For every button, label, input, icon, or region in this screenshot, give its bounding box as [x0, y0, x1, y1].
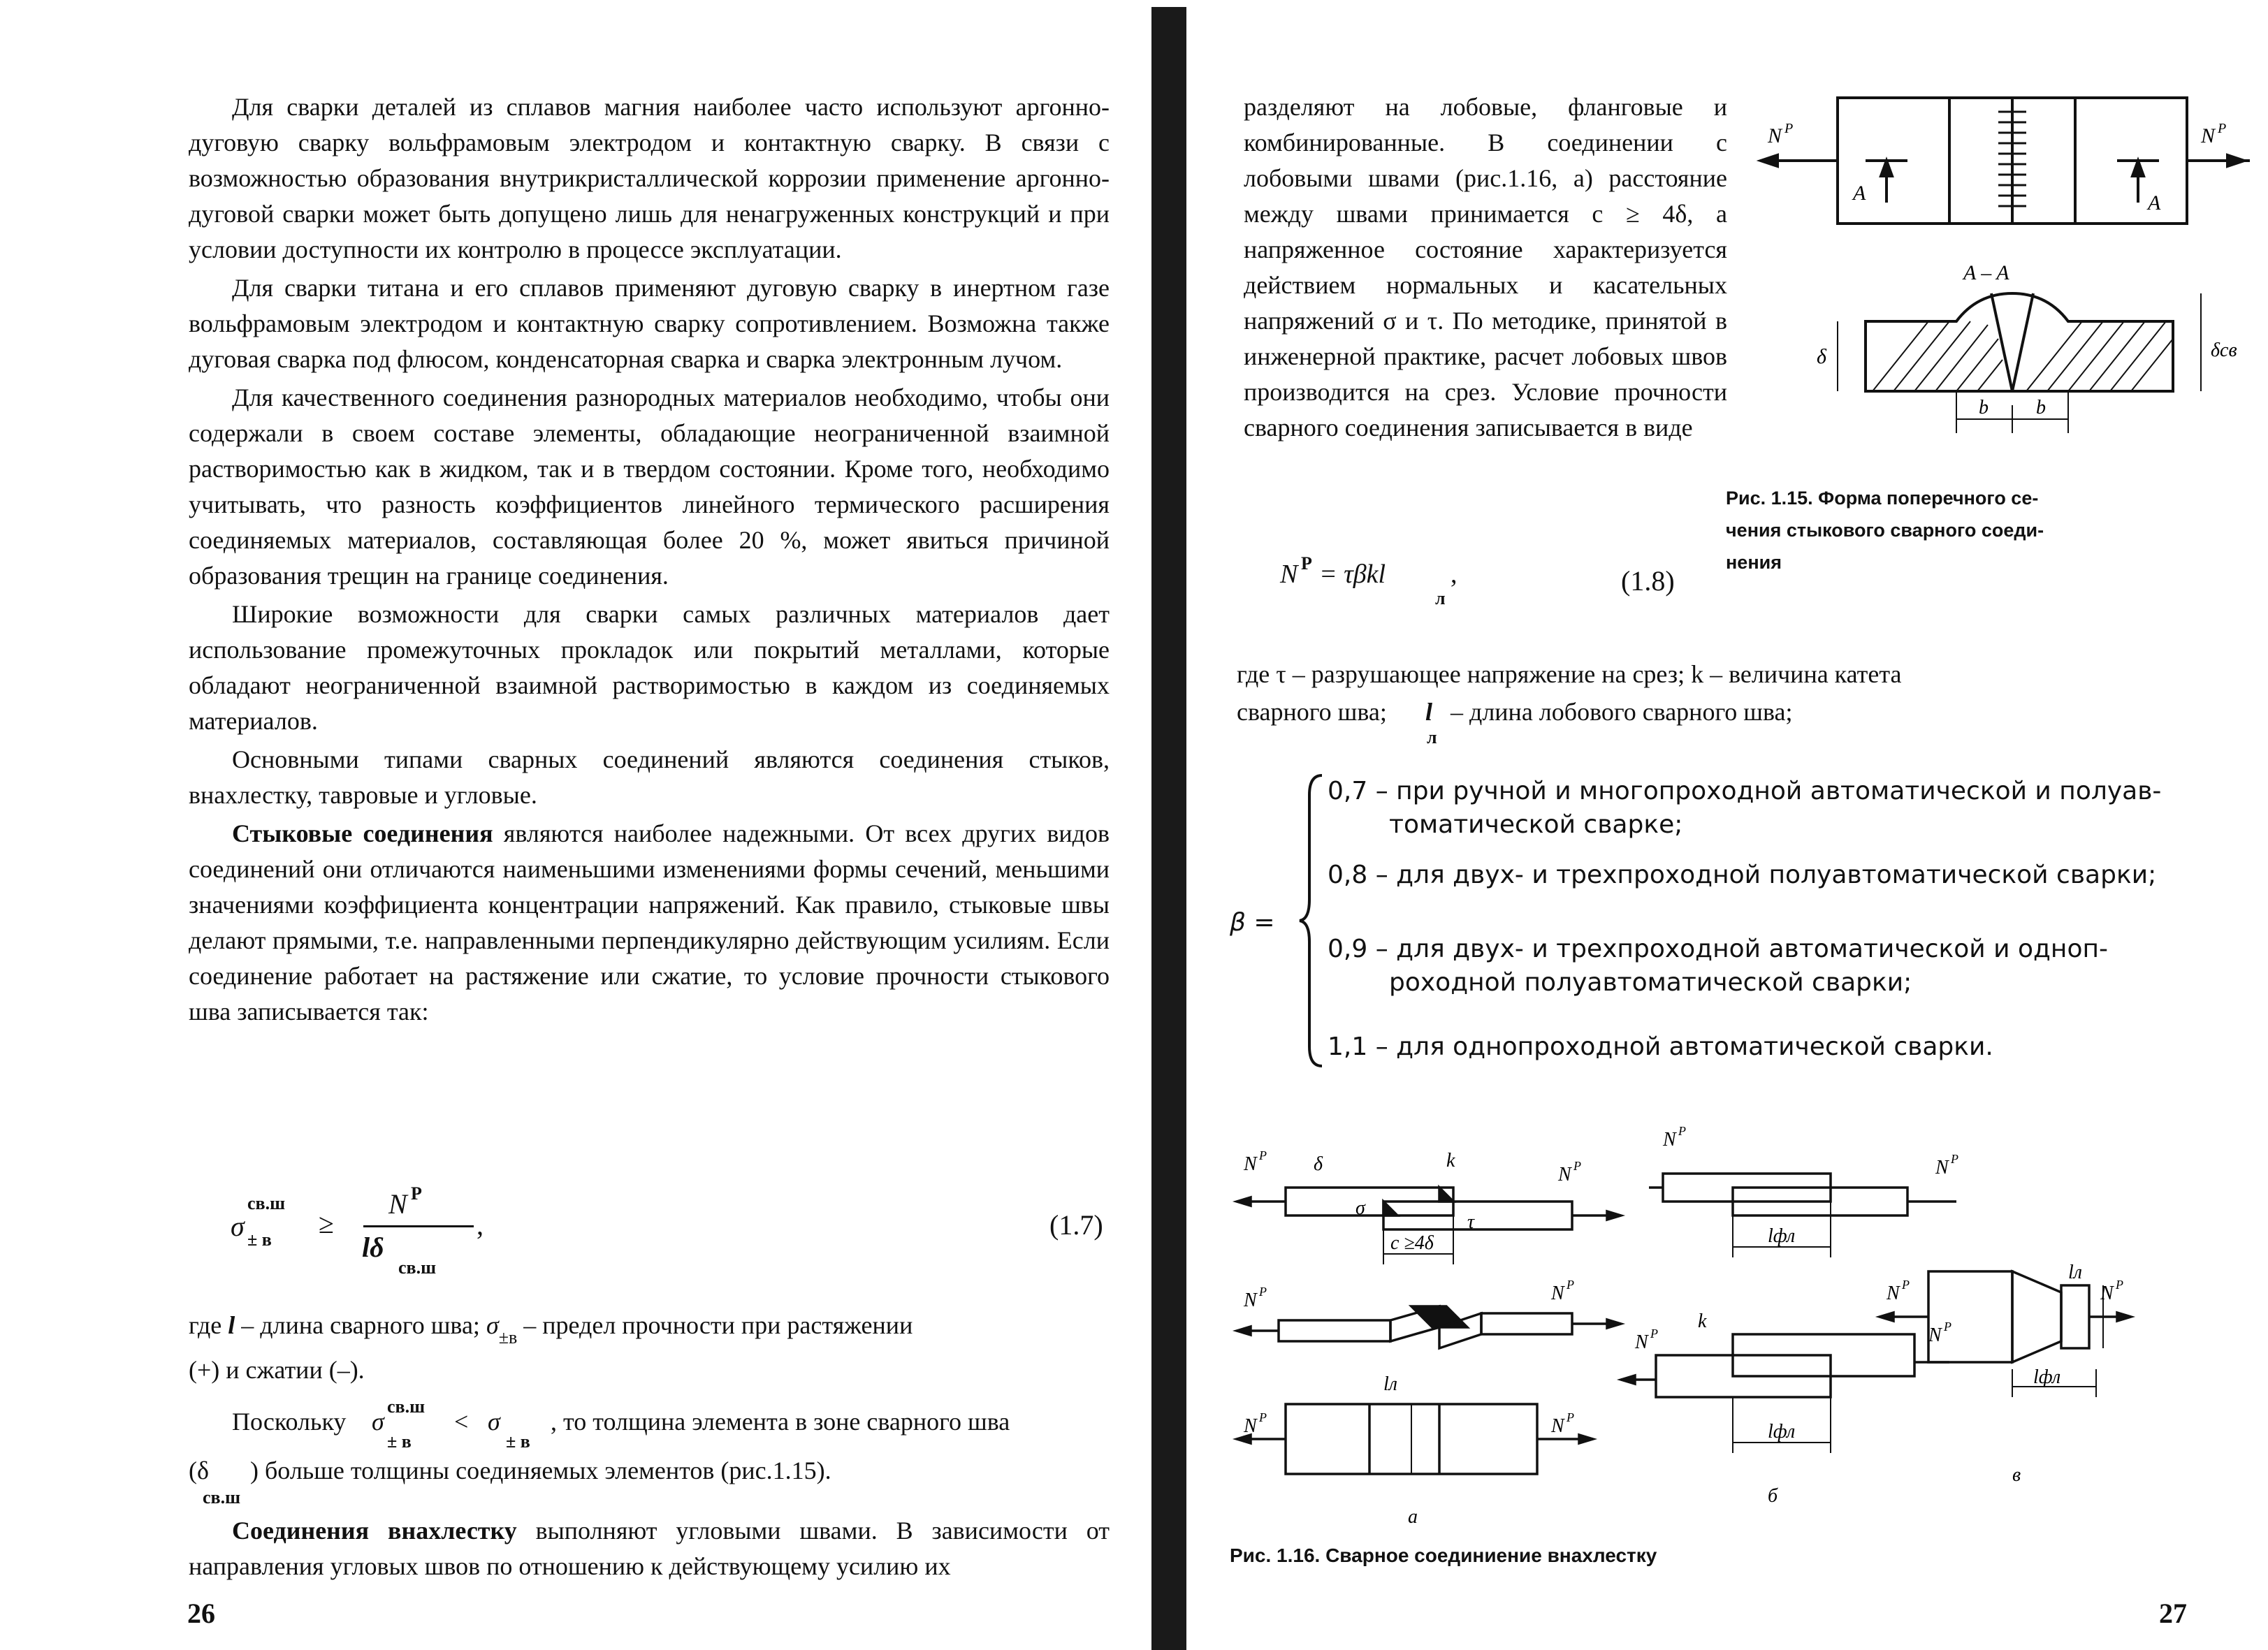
where-sigma-desc: – предел прочности при растяжении: [523, 1311, 913, 1339]
beta-value: 1,1: [1328, 1032, 1368, 1061]
formula-numerator: N: [388, 1188, 407, 1220]
fig16-np-sup: Р: [1259, 1148, 1267, 1162]
fig15-section-label: A – A: [1963, 261, 2009, 284]
where-word: где: [189, 1311, 222, 1339]
where18-b: – длина лобового сварного шва;: [1451, 698, 1793, 726]
fig16v-ll: lл: [2068, 1262, 2082, 1283]
equation-number-1-7: (1.7): [1049, 1209, 1103, 1241]
beta-definition: [1230, 774, 2243, 1074]
formula18-rhs: = τβkl: [1319, 560, 1386, 589]
formula-sub: ± в: [247, 1229, 272, 1250]
fig16b-lfl2: lфл: [1768, 1421, 1796, 1443]
beta-text: – при ручной и многопроходной автоматической и полуав-: [1375, 777, 2162, 805]
fig16v-plate2: [2061, 1285, 2089, 1348]
fig16-np5-sup: Р: [1566, 1410, 1574, 1424]
since-lt: <: [454, 1408, 469, 1436]
where18-a: сварного шва;: [1237, 698, 1387, 726]
fig16-np5: N: [1551, 1415, 1564, 1437]
beta-value: 0,9: [1328, 935, 1368, 963]
since-line: [232, 1396, 1112, 1452]
fig15-caption: [1726, 482, 2243, 578]
fig15-b-left: b: [1979, 397, 1989, 418]
right-page: [1188, 0, 2268, 1650]
paragraph-butt-joints: [189, 816, 1110, 1030]
fig16b-np-sup: Р: [1678, 1124, 1686, 1138]
delta-rest: ) больше толщины соединяемых элементов (рис.1.15).: [250, 1456, 831, 1484]
delta-open: (δ: [189, 1456, 209, 1484]
fig16v-plate1: [1928, 1271, 2012, 1362]
formula18-tail: ,: [1451, 560, 1458, 589]
fig15-a-left: A: [1853, 182, 1866, 205]
symbol-l: l: [228, 1311, 235, 1339]
formula-1-8: [1280, 553, 1490, 622]
formula-sign: ≥: [319, 1208, 334, 1239]
lap-paragraph: [189, 1513, 1110, 1584]
lap-text: выполняют угловыми швами. В зависимости от направления угловых швов по отношению к действующему усилию их: [189, 1517, 1110, 1580]
formula-sup: св.ш: [247, 1193, 286, 1213]
fig16v-gusset: [2012, 1271, 2061, 1362]
where18-l-sub: л: [1427, 727, 1437, 747]
fig16-np2: N: [1244, 1290, 1257, 1311]
beta-text: – для однопроходной автоматической сварки.: [1375, 1032, 1993, 1061]
beta-item: [1328, 858, 2156, 893]
fig16-sigma: σ: [1355, 1197, 1365, 1219]
symbol-sigma: σ: [486, 1311, 499, 1339]
beta-item: [1328, 774, 2161, 809]
figure-1-16: [1230, 1104, 2138, 1537]
fig16-np3-sup: Р: [1566, 1278, 1574, 1292]
fraction-bar: [363, 1225, 474, 1227]
formula18-lhs-sup: Р: [1301, 553, 1312, 574]
paragraph: Широкие возможности для сварки самых различных материалов дает использование промежуточных прокладок или покрытий металлами, которые обладают неограниченной взаимной растворимостью в каждом из соединяемых материалов.: [189, 600, 1110, 735]
beta-value: 0,7: [1328, 777, 1368, 805]
fig15-np-left: N: [1768, 124, 1782, 147]
fig16v-np-sup: Р: [1902, 1278, 1910, 1292]
beta-label: β =: [1230, 908, 1275, 937]
fig16-np4-sup: Р: [1259, 1410, 1267, 1424]
equation-number-1-8: (1.8): [1621, 565, 1675, 597]
fig15-b-right: b: [2036, 397, 2046, 418]
fig16-delta: δ: [1314, 1153, 1323, 1175]
since-sigma: σ: [372, 1408, 384, 1436]
fig15-caption-line3: нения: [1726, 552, 1782, 573]
fig15-np-right-sup: Р: [2218, 121, 2227, 136]
formula-sigma: σ: [231, 1211, 245, 1242]
since-sub2: ± в: [506, 1431, 530, 1452]
fig16-np: N: [1244, 1153, 1257, 1175]
beta-item: [1328, 1030, 1993, 1065]
brace-icon: [1297, 774, 1325, 1067]
fig16-sub-a: а: [1408, 1506, 1418, 1528]
page-number-right: 27: [2159, 1598, 2187, 1629]
formula-tail: ,: [477, 1209, 484, 1241]
butt-text: являются наиболее надежными. От всех других видов соединений они отличаются наименьшими изменениями формы сечений, меньшими значениями коэффициента концентрации напряжений. Как правило, стыковые швы делают прямыми, т.е. направленными перпендикулярно действующим усилиям. Если соединение работает на растяжение или сжатие, то условие прочности стыкового шва записывается так:: [189, 819, 1110, 1025]
since-sup: св.ш: [387, 1396, 426, 1417]
fig16-np-r-sup: Р: [1573, 1159, 1581, 1173]
paragraph: Для качественного соединения разнородных материалов необходимо, чтобы они содержали в своем составе элементы, обладающие неограниченной взаимной растворимостью как в жидком, так и в твердом состоянии. Кроме того, необходимо учитывать, что разность коэффициентов линейного термического расширения соединяемых материалов, составляющая более 20 %, может явиться причиной образования трещин на границе соединения.: [189, 384, 1110, 590]
right-column-text: разделяют на лобовые, фланговые и комбинированные. В соединении с лобовыми швами (рис.1.16, а) расстояние между швами принимается c ≥ 4δ, а напряженное состояние характеризуется действием нормальных и касательных напряжений σ и τ. По методике, принятой в инженерной практике, расчет лобовых швов производится на срез. Условие прочности сварного соединения записывается в виде: [1244, 93, 1727, 441]
formula-1-7: [231, 1183, 510, 1278]
fig15-delta-sv: δсв: [2211, 340, 2237, 361]
fig16-np-r: N: [1558, 1164, 1571, 1185]
fig16v-np: N: [1887, 1283, 1900, 1304]
fig16-c: c ≥4δ: [1390, 1232, 1434, 1254]
symbol-sigma-sub: ±в: [498, 1327, 518, 1348]
since-word: Поскольку: [232, 1408, 347, 1436]
fig15-delta: δ: [1817, 345, 1826, 368]
beta-item-cont: томатической сварке;: [1389, 810, 1683, 839]
beta-item: [1328, 932, 2108, 967]
paragraph: Для сварки титана и его сплавов применяют дуговую сварку в инертном газе вольфрамовым электродом и контактную сварку сопротивлением. Возможна также дуговая сварка под флюсом, конденсаторная сварка и сварка электронным лучом.: [189, 274, 1110, 373]
fig16-k: k: [1446, 1150, 1455, 1171]
fig16-np3: N: [1551, 1283, 1564, 1304]
fig16b-lfl: lфл: [1768, 1225, 1796, 1247]
paragraph: Для сварки деталей из сплавов магния наиболее часто используют аргонно-дуговую сварку вольфрамовым электродом и контактную сварку. В связи с возможностью образования внутрикристаллической коррозии применение аргонно-дуговой сварки может быть допущено лишь для ненагруженных конструкций и при условии доступности их контролю в процессе эксплуатации.: [189, 93, 1110, 263]
where-1-7-line2: (+) и сжатии (–).: [189, 1356, 365, 1384]
paragraph: Основными типами сварных соединений являются соединения стыков, внахлестку, тавровые и угловые.: [189, 745, 1110, 809]
fig16a-plate4: [1481, 1313, 1572, 1334]
since-sigma2: σ: [488, 1408, 500, 1436]
butt-heading: Стыковые соединения: [232, 819, 493, 847]
formula-denominator-sub: св.ш: [398, 1257, 437, 1278]
where-l-desc: – длина сварного шва;: [241, 1311, 480, 1339]
fig16b-k: k: [1698, 1310, 1707, 1332]
beta-item-cont: роходной полуавтоматической сварки;: [1389, 968, 1912, 997]
beta-value: 0,8: [1328, 861, 1368, 889]
lap-heading: Соединения внахлестку: [232, 1517, 517, 1545]
fig16v-np-r: N: [2100, 1283, 2114, 1304]
beta-text: – для двух- и трехпроходной автоматической и одноп-: [1375, 935, 2108, 963]
formula18-lhs: N: [1280, 560, 1298, 589]
fig16b-np-r: N: [1935, 1157, 1949, 1178]
since-sub: ± в: [387, 1431, 412, 1452]
fig15-caption-line2: чения стыкового сварного соеди-: [1726, 520, 2044, 541]
fig15-caption-line1: Рис. 1.15. Форма поперечного се-: [1726, 488, 2039, 509]
fig15-a-right: A: [2148, 191, 2161, 214]
delta-sub: св.ш: [203, 1487, 241, 1507]
formula-numerator-sup: Р: [411, 1183, 422, 1204]
fig16-caption: Рис. 1.16. Сварное соединиение внахлестку: [1230, 1545, 1657, 1566]
page-number-left: 26: [187, 1598, 215, 1629]
figure-1-15: [1747, 84, 2250, 475]
formula18-rhs-sub: л: [1435, 588, 1446, 608]
beta-text: – для двух- и трехпроходной полуавтоматической сварки;: [1375, 861, 2157, 889]
fig15-np-left-sup: Р: [1784, 121, 1794, 136]
fig16-ll: lл: [1383, 1373, 1397, 1395]
delta-line: [189, 1453, 1097, 1507]
where18-l: l: [1425, 698, 1433, 726]
fig16v-lfl: lфл: [2033, 1366, 2061, 1388]
fig16-tau: τ: [1467, 1211, 1475, 1233]
fig16b-np3: N: [1928, 1324, 1942, 1346]
formula-denominator: lδ: [362, 1232, 384, 1263]
fig16a-plate3: [1279, 1320, 1390, 1341]
fig15-np-right: N: [2201, 124, 2216, 147]
fig16b-np: N: [1663, 1129, 1676, 1151]
book-spine: [1151, 7, 1186, 1650]
left-body-text: [189, 89, 1110, 1032]
where-1-7-line1: [189, 1308, 1110, 1348]
where-1-8-line2: [1237, 694, 2229, 747]
fig16b-np2: N: [1635, 1331, 1648, 1353]
since-rest: , то толщина элемента в зоне сварного шва: [551, 1408, 1010, 1436]
where-1-8-line1: где τ – разрушающее напряжение на срез; k – величина катета: [1237, 660, 1902, 688]
fig16b-np3-sup: Р: [1944, 1320, 1951, 1334]
fig16-np2-sup: Р: [1259, 1285, 1267, 1299]
fig16-np4: N: [1244, 1415, 1257, 1437]
fig16b-np2-sup: Р: [1650, 1327, 1658, 1341]
fig16-sub-b: б: [1768, 1485, 1778, 1507]
fig16-sub-v: в: [2012, 1464, 2021, 1486]
fig16b-np-r-sup: Р: [1951, 1152, 1958, 1166]
fig16v-np-r-sup: Р: [2116, 1278, 2123, 1292]
